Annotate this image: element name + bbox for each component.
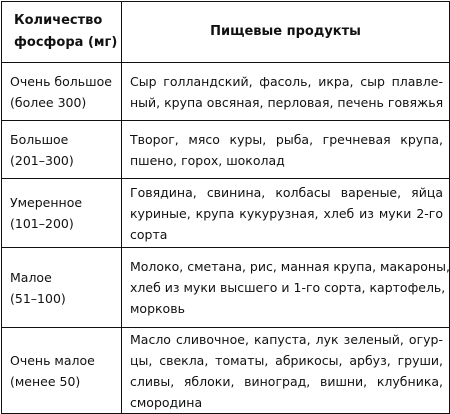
phosphorus-table (1, 1, 450, 414)
products-line: Творог, мясо куры, рыба, гречневая крупа, (130, 131, 443, 147)
products-line: Молоко, сметана, рис, манная крупа, макароны, (130, 259, 450, 274)
products-cell (122, 121, 450, 179)
level-label: Умеренное (10, 195, 83, 210)
table-row (2, 121, 450, 179)
level-range: (201–300) (10, 152, 74, 168)
products-line: сливы, яблоки, виноград, вишни, клубника, (130, 373, 443, 389)
level-label: Очень большое (10, 73, 112, 89)
level-cell (2, 248, 122, 328)
products-cell (122, 248, 450, 328)
products-line: Масло сливочное, капуста, лук зеленый, огур- (130, 331, 443, 347)
header-phosphorus-amount (2, 2, 122, 63)
table-row (2, 248, 450, 328)
products-cell (122, 179, 450, 248)
table-row (2, 63, 450, 121)
level-cell (2, 179, 122, 248)
header-food-products: Пищевые продукты (122, 2, 450, 63)
level-range: (более 300) (10, 94, 87, 110)
products-line: морковь (130, 301, 185, 316)
level-cell (2, 63, 122, 121)
header-col1-line1: Количество (14, 13, 103, 28)
products-cell (122, 63, 450, 121)
level-cell (2, 121, 122, 179)
level-range: (101–200) (10, 216, 74, 231)
products-line: ный, крупа овсяная, перловая, печень говяжья (130, 94, 444, 110)
level-label: Малое (10, 269, 52, 285)
products-line: сорта (130, 226, 168, 242)
products-line: смородина (130, 394, 203, 410)
products-cell (122, 328, 450, 414)
level-range: (51–100) (10, 290, 66, 306)
level-range: (менее 50) (10, 373, 81, 389)
table-row (2, 328, 450, 414)
table-header-row (2, 2, 450, 63)
products-line: цы, свекла, томаты, абрикосы, арбуз, груши, (130, 352, 443, 368)
level-cell (2, 328, 122, 414)
table-row (2, 179, 450, 248)
level-label: Очень малое (10, 352, 95, 368)
products-line: пшено, горох, шоколад (130, 152, 285, 168)
level-label: Большое (10, 131, 69, 147)
products-line: Сыр голландский, фасоль, икра, сыр плавле- (130, 73, 443, 89)
products-line: хлеб из муки высшего и 1-го сорта, картофель, (130, 280, 446, 295)
products-line: куриные, крупа кукурузная, хлеб из муки 2-го (130, 205, 443, 221)
header-col1-line2: фосфора (мг) (14, 35, 118, 50)
products-line: Говядина, свинина, колбасы вареные, яйца (130, 184, 443, 200)
